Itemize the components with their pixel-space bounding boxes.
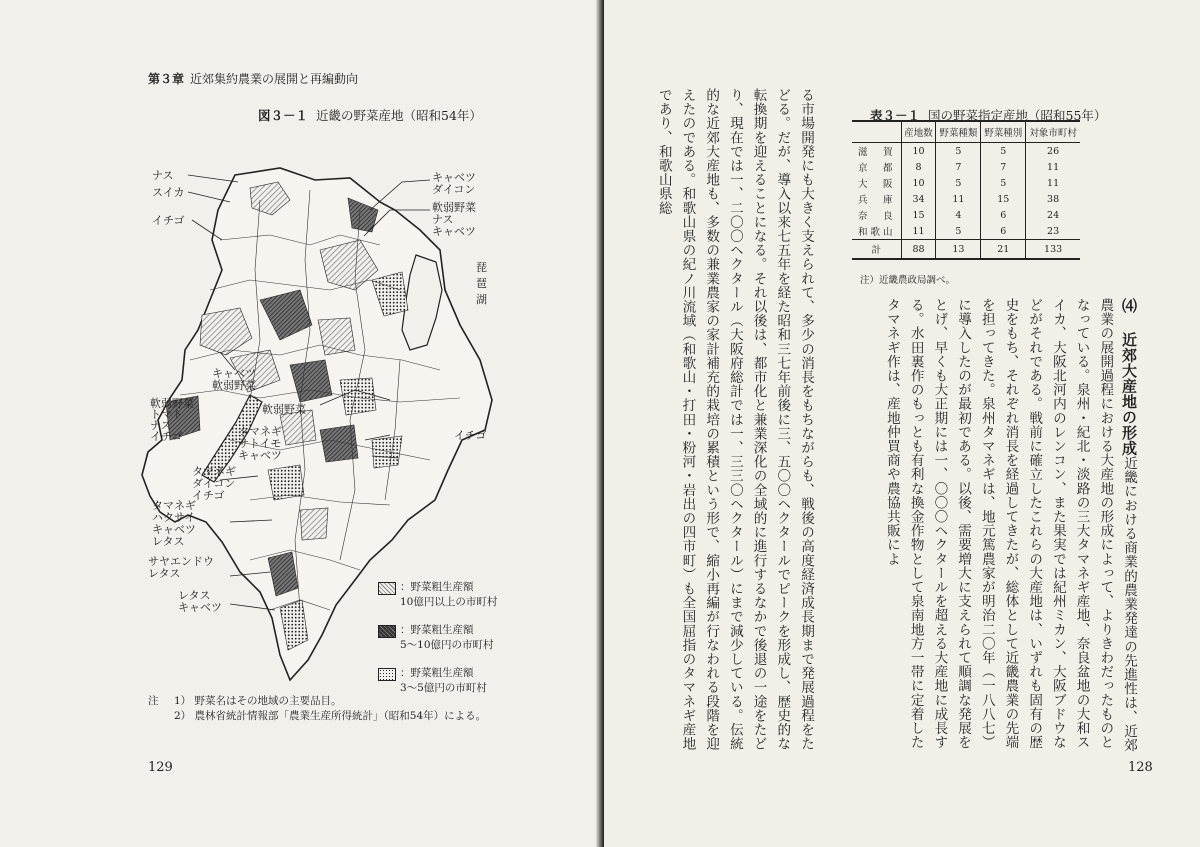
table-cell: 11 <box>936 191 981 207</box>
map-label-tama-dai-ichi <box>192 466 236 502</box>
table-header <box>852 121 901 143</box>
label-line: サトイモ <box>238 437 282 450</box>
body-text-upper <box>828 298 1140 760</box>
map-label-saya-retasu <box>148 556 214 580</box>
label-line: 軟弱野菜 <box>432 201 476 214</box>
table-cell: 4 <box>936 207 981 223</box>
table-header: 野菜種別 <box>981 121 1026 143</box>
map-label-ichigo: イチゴ <box>152 214 185 227</box>
label-line: ハクサイ <box>152 511 196 524</box>
map-label-ichigo2: イチゴ <box>454 429 487 442</box>
label-line: キャベツ <box>212 367 256 380</box>
table-cell: 34 <box>901 191 936 207</box>
chapter-number: 第３章 <box>148 72 185 86</box>
label-line: イチゴ <box>150 430 183 443</box>
section-heading: ⑷ 近郊大産地の形成 <box>1120 298 1138 456</box>
map-label-nanjaku-group <box>432 202 476 238</box>
kinki-vegetable-map <box>140 140 580 700</box>
label-line: キャベツ <box>432 225 476 238</box>
table-cell: 133 <box>1026 240 1080 260</box>
label-line: キャベツ <box>432 171 476 184</box>
figure-number: 図３－１ <box>258 108 309 123</box>
figure-caption: 近畿の野菜産地（昭和54年） <box>316 108 482 123</box>
table-row <box>852 159 1080 175</box>
page-number-left: 129 <box>148 760 173 775</box>
chapter-title: 近郊集約農業の展開と再編動向 <box>190 72 359 86</box>
map-label-cabbage-nanjaku <box>212 368 256 392</box>
legend-label: ：野菜粗生産額 <box>400 624 474 636</box>
table-cell: 5 <box>981 143 1026 160</box>
table-cell: 10 <box>901 175 936 191</box>
legend-swatch-dots <box>378 668 396 681</box>
note-mark: 1） <box>174 695 192 707</box>
note-row <box>148 694 486 709</box>
map-label-tama-haku <box>152 500 196 548</box>
map-label-suika: スイカ <box>152 186 185 199</box>
note-text: 農林省統計情報部「農業生産所得統計」（昭和54年）による。 <box>194 710 487 722</box>
page-number-right: 128 <box>1128 760 1153 775</box>
table-cell: 24 <box>1026 207 1080 223</box>
label-line: レタス <box>152 535 185 548</box>
table-row <box>852 191 1080 207</box>
map-label-cabbage-daikon <box>432 172 476 196</box>
label-line: ダイコン <box>192 477 236 490</box>
table-cell: 5 <box>936 223 981 240</box>
table-cell: 大阪 <box>858 179 895 190</box>
label-line: ナス <box>432 213 454 226</box>
table-header: 対象市町村 <box>1026 121 1080 143</box>
legend-range: 5～10億円の市町村 <box>400 639 494 651</box>
map-label-tamanegi-group <box>238 426 282 462</box>
label-line: キャベツ <box>238 449 282 462</box>
label-line: タマネギ <box>192 465 236 478</box>
table-cell: 15 <box>901 207 936 223</box>
table-cell: 10 <box>901 143 936 160</box>
label-line: レタス <box>148 567 181 580</box>
table-cell: 7 <box>981 159 1026 175</box>
table-cell: 26 <box>1026 143 1080 160</box>
figure-notes <box>148 694 486 724</box>
table-header-row <box>852 121 1080 143</box>
table-cell: 7 <box>936 159 981 175</box>
table-cell: 5 <box>936 175 981 191</box>
label-line: イチゴ <box>192 489 225 502</box>
legend-range: 3～5億円の市町村 <box>400 682 487 694</box>
map-label-west-cluster <box>150 398 194 442</box>
label-line: トマト <box>150 408 183 421</box>
table-cell: 6 <box>981 223 1026 240</box>
table-cell: 滋賀 <box>858 147 895 158</box>
table-cell: 21 <box>981 240 1026 260</box>
map-label-nasu: ナス <box>152 169 174 182</box>
table-header: 産地数 <box>901 121 936 143</box>
table-cell: 8 <box>901 159 936 175</box>
legend-label: ：野菜粗生産額 <box>400 581 474 593</box>
table-cell: 11 <box>1026 175 1080 191</box>
table-cell: 11 <box>901 223 936 240</box>
table-caption: 国の野菜指定産地（昭和55年） <box>928 108 1107 123</box>
table-cell: 兵庫 <box>858 195 895 206</box>
table-cell: 計 <box>852 240 901 260</box>
legend-swatch-dark <box>378 625 396 638</box>
legend-range: 10億円以上の市町村 <box>400 596 498 608</box>
label-line: ナス <box>150 419 172 432</box>
table-number: 表３－１ <box>870 108 921 123</box>
table-cell: 京都 <box>858 163 895 174</box>
paragraph-upper: 近畿における商業的農業発達の先進性は、近郊農業の展開過程における大産地の形成によって、よりきわだったものとなっている。泉州・紀北・淡路の三大タマネギ産地、奈良盆地の大和スイカ、大阪北河内のレンコン、また果実では紀州ミカン、大阪ブドウなどがそれである。戦前に確立したこれらの大産地は、いずれも固有の歴史をもち、それぞれ消長を経過してきたが、総体として近畿農業の先端を担ってきた。泉州タマネギは、地元篤農家が明治二〇年（一八八七）に導入したのが最初である。以後、需要増大に支えられて順調な発展をとげ、早くも大正期には一、〇〇〇ヘクタールを超える大産地に成長する。水田裏作のもっとも有利な換金作物として泉南地方一帯に定着したタマネギ作は、産地仲買商や農協共販によ <box>883 298 1137 753</box>
table-row <box>852 207 1080 223</box>
label-line: タマネギ <box>238 425 282 438</box>
table-cell: 奈良 <box>858 211 895 222</box>
table-cell: 6 <box>981 207 1026 223</box>
label-line: タマネギ <box>152 499 196 512</box>
table-row <box>852 143 1080 160</box>
label-line: ダイコン <box>432 183 476 196</box>
note-mark: 2） <box>174 710 192 722</box>
table-total-row <box>852 240 1080 260</box>
legend-label: ：野菜粗生産額 <box>400 667 474 679</box>
table-cell: 88 <box>901 240 936 260</box>
label-line: サヤエンドウ <box>148 555 214 568</box>
map-label-retasu-cab <box>178 590 222 614</box>
label-line: キャベツ <box>152 523 196 536</box>
table-note: 注）近畿農政局調べ。 <box>860 275 956 286</box>
table-cell: 13 <box>936 240 981 260</box>
label-line: キャベツ <box>178 601 222 614</box>
note-text: 野菜名はその地域の主要品目。 <box>194 695 342 707</box>
vegetable-production-table <box>852 120 1080 260</box>
table-header: 野菜種類 <box>936 121 981 143</box>
table-cell: 23 <box>1026 223 1080 240</box>
map-label-lake: 琵琶湖 <box>476 261 487 306</box>
table-row <box>852 175 1080 191</box>
label-line: 軟弱野菜 <box>150 397 194 410</box>
note-row <box>148 709 486 724</box>
label-line: 軟弱野菜 <box>212 379 256 392</box>
legend-swatch-light <box>378 582 396 595</box>
running-head <box>148 70 358 87</box>
table-cell: 38 <box>1026 191 1080 207</box>
map-label-nanjaku2: 軟弱野菜 <box>262 403 306 416</box>
table-cell: 和歌山 <box>858 227 895 238</box>
notes-label: 注 <box>148 695 159 707</box>
table-cell: 5 <box>936 143 981 160</box>
table-cell: 15 <box>981 191 1026 207</box>
table-cell: 5 <box>981 175 1026 191</box>
figure-title <box>258 106 482 124</box>
label-line: レタス <box>178 589 211 602</box>
table-row <box>852 223 1080 240</box>
body-text-lower: る市場開発にも大きく支えられて、多少の消長をもちながらも、戦後の高度経済成長期まで発展過程をたどる。だが、導入以来七五年を経た昭和三七年前後に三、五〇〇ヘクタールでピークを形成し、歴史的な転換期を迎えることになる。それ以後は、都市化と兼業深化の全域的に進行するなかで後退の一途をたどり、現在では一、二〇〇ヘクタール（大阪府総計では一、三三〇ヘクタール）にまで減少している。伝統的な近郊大産地も、多数の兼業農家の家計補充的栽培の累積という形で、縮小再編が行なわれる段階を迎えたのである。和歌山県の紀ノ川流域（和歌山・打田・粉河・岩出の四市町）も全国屈指のタマネギ産地であり、和歌山県総 <box>655 88 814 751</box>
table-cell: 11 <box>1026 159 1080 175</box>
